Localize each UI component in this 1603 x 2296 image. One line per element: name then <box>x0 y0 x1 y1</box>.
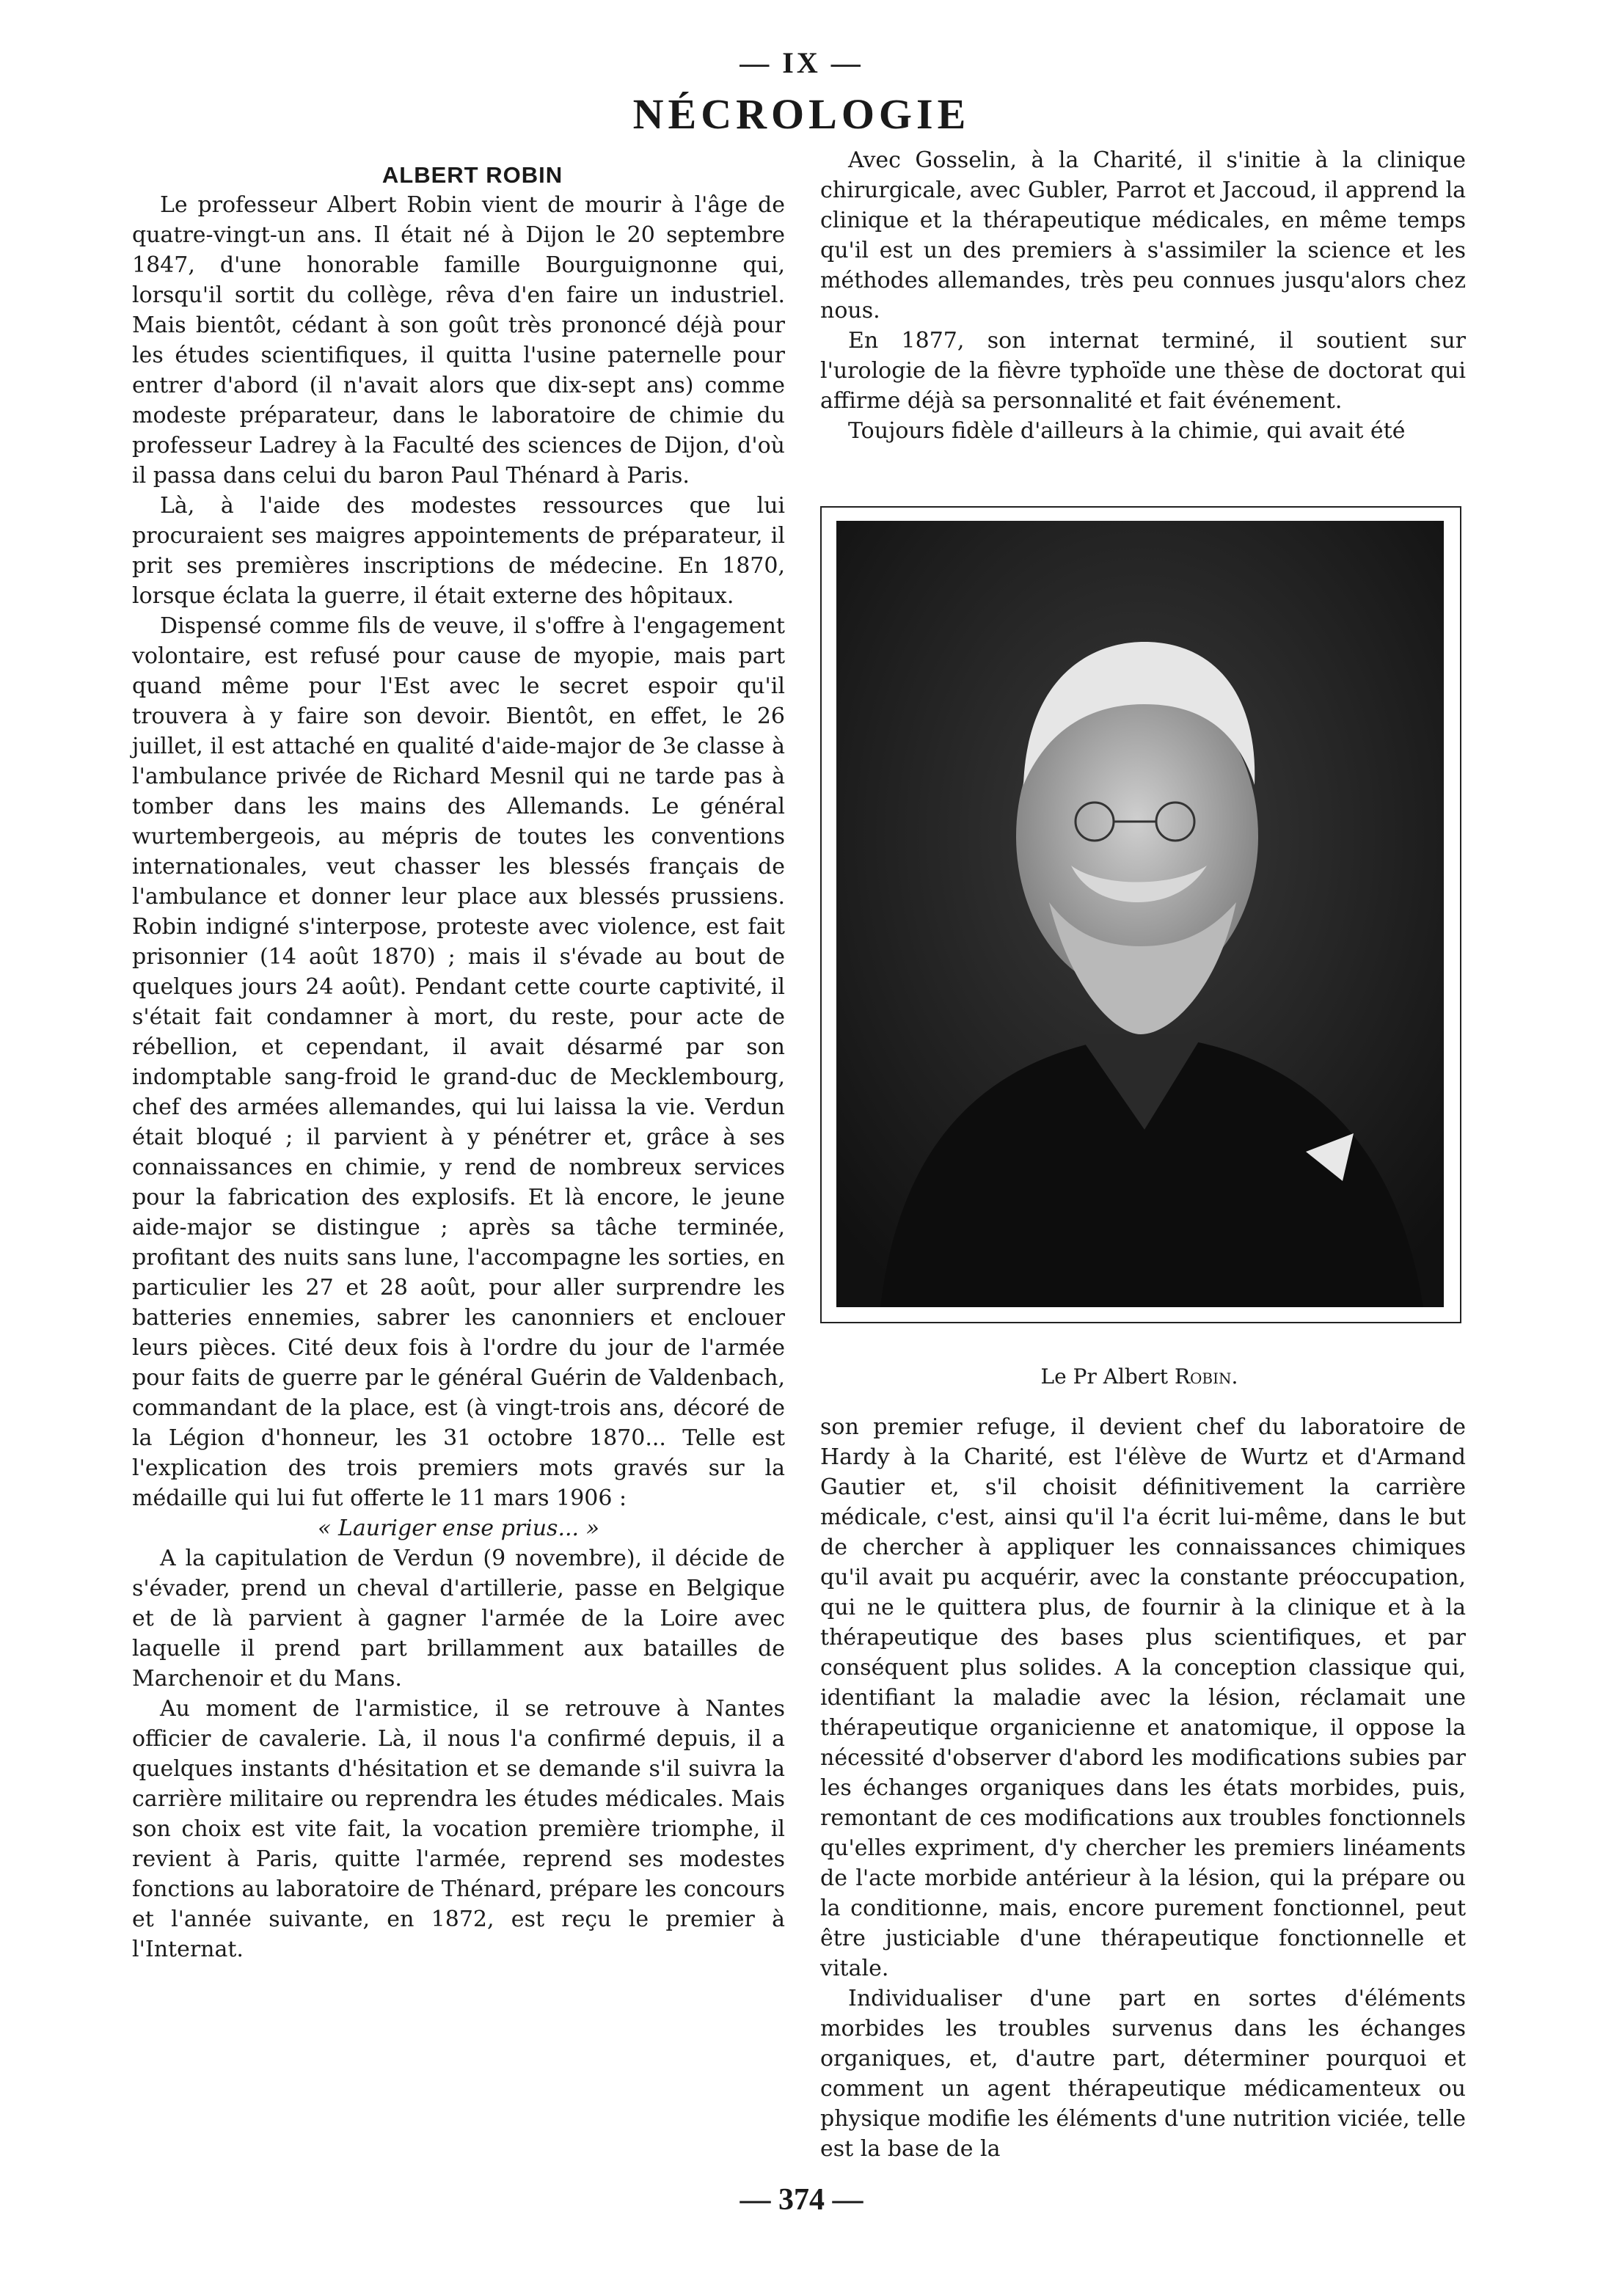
paragraph: Le professeur Albert Robin vient de mourir à l'âge de quatre-vingt-un ans. Il était né à Dijon le 20 septembre 1847, d'une honorable famille Bourguignonne qui, lorsqu'il sortit du collège, rêva d'en faire un industriel. Mais bientôt, cédant à son goût très prononcé déjà pour les études scientifiques, il quitta l'usine paternelle pour entrer d'abord (il n'avait alors que dix-sept ans) comme modeste préparateur, dans le laboratoire de chimie du professeur Ladrey à la Faculté des sciences de Dijon, d'où il passa dans celui du baron Paul Thénard à Paris. <box>132 192 785 489</box>
article-heading: ALBERT ROBIN <box>381 162 563 188</box>
paragraph: Au moment de l'armistice, il se retrouve à Nantes officier de cavalerie. Là, il nous l'a confirmé depuis, il a quelques instants d'hésitation et se demande s'il suivra la carrière militaire ou reprendra les études médicales. Mais son choix est vite fait, la vocation première triomphe, il revient à Paris, quitte l'armée, reprend ses modestes fonctions au laboratoire de Thénard, prépare les concours et l'année suivante, en 1872, est reçu le premier à l'Internat. <box>132 1696 785 1962</box>
paragraph: A la capitulation de Verdun (9 novembre), il décide de s'évader, prend un cheval d'artillerie, passe en Belgique et de là parvient à gagner l'armée de la Loire avec laquelle il prend part brillamment aux batailles de Marchenoir et du Mans. <box>132 1546 785 1692</box>
paragraph: Là, à l'aide des modestes ressources que lui procuraient ses maigres appointements de préparateur, il prit ses premières inscriptions de médecine. En 1870, lorsque éclata la guerre, il était externe des hôpitaux. <box>132 493 785 609</box>
paragraph: Avec Gosselin, à la Charité, il s'initie à la clinique chirurgicale, avec Gubler, Parrot et Jaccoud, il apprend la clinique et la thérapeutique médicales, en même temps qu'il est un des premiers à s'assimiler la science et les méthodes allemandes, très peu connues jusqu'alors chez nous. <box>820 147 1466 323</box>
portrait-photo <box>836 521 1444 1307</box>
paragraph: Individualiser d'une part en sortes d'éléments morbides les troubles survenus dans les échanges organiques, et, d'autre part, déterminer pourquoi et comment un agent thérapeutique médicamenteux ou physique modifie les éléments d'une nutrition viciée, telle est la base de la <box>820 1986 1466 2162</box>
right-column-bottom <box>820 1412 1466 2164</box>
right-column-top <box>820 145 1466 446</box>
photo-caption <box>820 1364 1458 1389</box>
caption-name: Robin. <box>1174 1364 1238 1389</box>
caption-prefix: Le Pr Albert <box>1040 1364 1169 1389</box>
paragraph: En 1877, son internat terminé, il soutient sur l'urologie de la fièvre typhoïde une thèse de doctorat qui affirme déjà sa personnalité et fait événement. <box>820 328 1466 414</box>
page-number: — 374 — <box>740 2183 863 2217</box>
paragraph: son premier refuge, il devient chef du laboratoire de Hardy à la Charité, est l'élève de Wurtz et d'Armand Gautier et, s'il choisit définitivement la carrière médicale, c'est, ainsi qu'il l'a écrit lui-même, dans le but de chercher à appliquer les connaissances chimiques qu'il avait pu acquérir, avec la constante préoccupation, qui ne le quittera plus, de fournir à la clinique et à la thérapeutique des bases plus scientifiques, et par conséquent plus solides. A la conception classique qui, identifiant la maladie avec la lésion, réclamait une thérapeutique organicienne et anatomique, il oppose la nécessité d'observer d'abord les modifications subies par les échanges organiques dans les états morbides, puis, remontant de ces modifications aux troubles fonctionnels qu'elles expriment, d'y chercher les premiers linéaments de l'acte morbide antérieur à la lésion, qui la prépare ou la conditionne, mais, encore purement fonctionnel, peut être justiciable d'une thérapeutique fonctionnelle et vitale. <box>820 1414 1466 1981</box>
motto: « Lauriger ense prius... » <box>318 1516 599 1541</box>
section-title: NÉCROLOGIE <box>632 90 971 138</box>
portrait-frame <box>820 506 1461 1323</box>
paragraph: Dispensé comme fils de veuve, il s'offre à l'engagement volontaire, est refusé pour cause de myopie, mais part quand même pour l'Est avec le secret espoir qu'il trouvera à y faire son devoir. Bientôt, en effet, le 26 juillet, il est attaché en qualité d'aide-major de 3e classe à l'ambulance privée de Richard Mesnil qui ne tarde pas à tomber dans les mains des Allemands. Le général wurtembergeois, au mépris de toutes les conventions internationales, veut chasser les blessés français de l'ambulance et donner leur place aux blessés prussiens. Robin indigné s'interpose, proteste avec violence, est fait prisonnier (14 août 1870) ; mais il s'évade au bout de quelques jours 24 août). Pendant cette courte captivité, il s'était fait condamner à mort, du reste, pour acte de rébellion, et cependant, il avait désarmé par son indomptable sang-froid le grand-duc de Mecklembourg, chef des armées allemandes, qui lui laissa la vie. Verdun était bloqué ; il parvient à y pénétrer et, grâce à ses connaissances en chimie, y rend de nombreux services pour la fabrication des explosifs. Et là encore, le jeune aide-major se distingue ; après sa tâche terminée, profitant des nuits sans lune, l'accompagne les sorties, en particulier les 27 et 28 août, pour aller surprendre les batteries ennemies, sabrer les canonniers et enclouer leurs pièces. Cité deux fois à l'ordre du jour de l'armée pour faits de guerre par le général Guérin de Valdenbach, commandant de la place, est (à vingt-trois ans, décoré de la Légion d'honneur, les 31 octobre 1870... Telle est l'explication des trois premiers mots gravés sur la médaille qui lui fut offerte le 11 mars 1906 : <box>132 613 785 1511</box>
left-column <box>132 160 785 1964</box>
page-roman-numeral: — IX — <box>740 46 863 79</box>
portrait-illustration <box>836 521 1444 1307</box>
paragraph: Toujours fidèle d'ailleurs à la chimie, qui avait été <box>848 418 1406 444</box>
